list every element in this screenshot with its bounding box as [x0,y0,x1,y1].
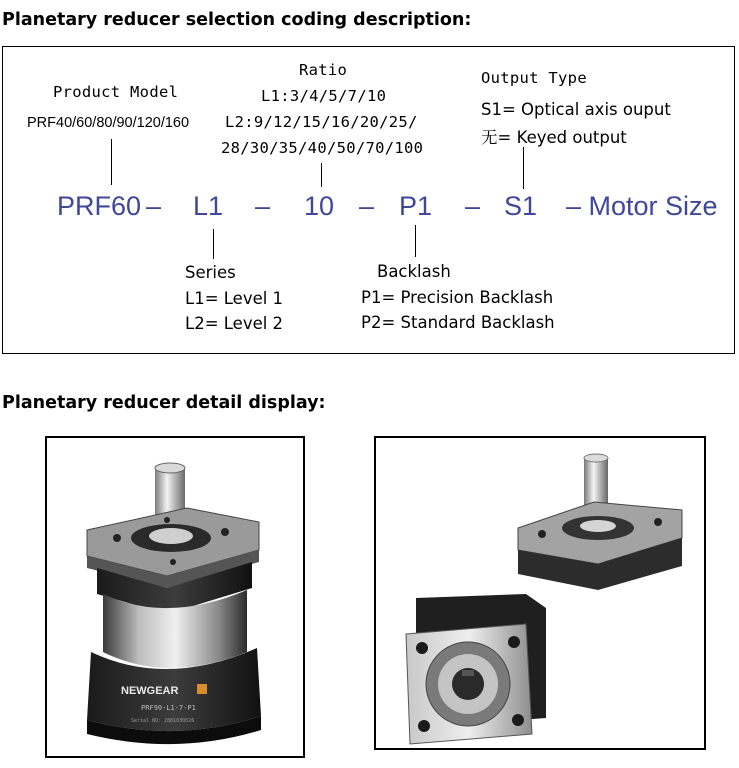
series-title: Series [185,263,236,282]
code-motor-size: – Motor Size [566,191,718,221]
code-dash-1: – [146,191,162,221]
serial-plate-text: Serial NO: 2881030026 [131,718,195,724]
backlash-connector-line [415,225,416,257]
backlash-precision: P1= Precision Backlash [361,288,554,307]
reducer-photo-detail [374,436,706,750]
ratio-line-2: L2:9/12/15/16/20/25/ [225,113,418,131]
ratio-title: Ratio [299,61,348,79]
reducer-photo-front [45,436,305,758]
code-model: PRF60 [57,191,142,221]
code-ratio: 10 [304,191,335,221]
output-connector-line [523,147,524,189]
backlash-title: Backlash [377,262,451,281]
ratio-line-3: 28/30/35/40/50/70/100 [221,139,424,157]
series-level-2: L2= Level 2 [185,314,284,333]
output-type-keyed: 无= Keyed output [481,128,627,147]
output-type-s1: S1= Optical axis ouput [481,100,671,119]
code-dash-3: – [359,191,375,221]
model-connector-line [111,139,112,185]
selection-heading: Planetary reducer selection coding description: [2,10,472,30]
backlash-standard: P2= Standard Backlash [361,313,555,332]
code-dash-2: – [255,191,271,221]
reducer-front-illustration [47,438,303,756]
code-backlash: P1 [399,191,433,221]
output-type-title: Output Type [481,69,587,87]
coding-description-box [2,46,735,354]
code-output: S1 [504,191,538,221]
product-model-values: PRF40/60/80/90/120/160 [27,115,190,131]
product-model-title: Product Model [53,83,179,101]
model-plate-text: PRF90-L1-7-P1 [141,704,196,712]
ratio-connector-line [321,163,322,187]
series-connector-line [213,229,214,259]
series-level-1: L1= Level 1 [185,289,284,308]
code-series: L1 [193,191,224,221]
brand-logo-icon [197,684,207,694]
detail-heading: Planetary reducer detail display: [2,393,326,413]
ratio-line-1: L1:3/4/5/7/10 [261,87,387,105]
brand-logo-text: NEWGEAR [121,685,179,697]
code-dash-4: – [465,191,481,221]
reducer-detail-illustration [376,438,704,748]
